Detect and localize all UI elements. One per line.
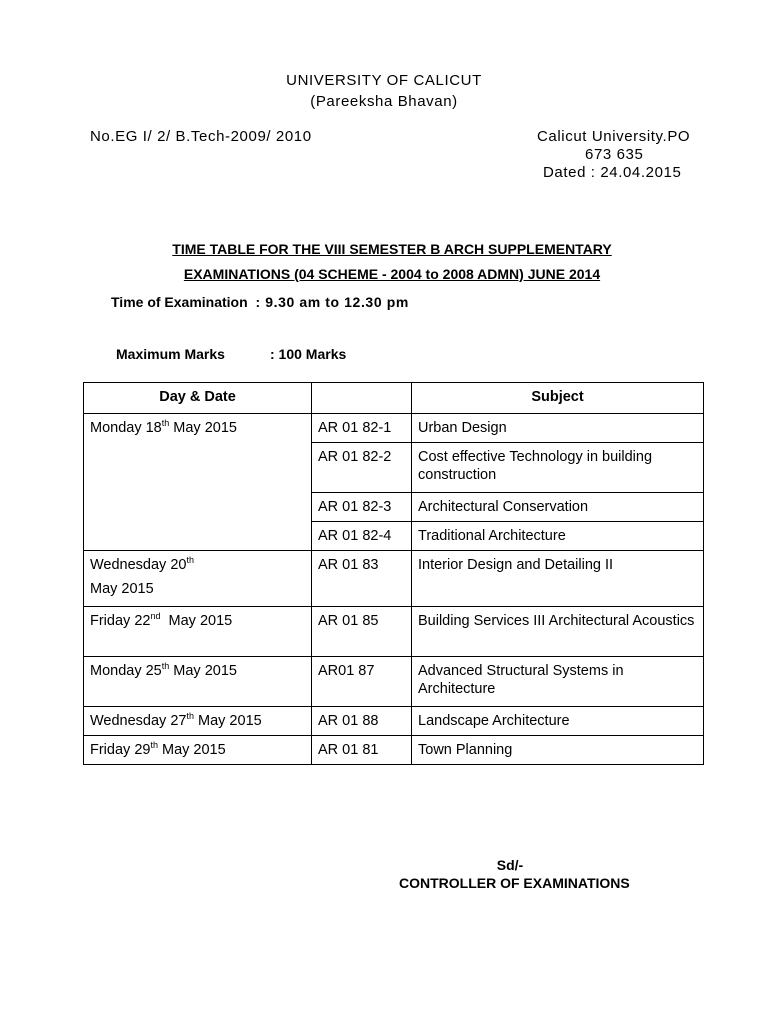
date-text: Monday 18 bbox=[90, 420, 162, 436]
table-header-row bbox=[84, 383, 704, 414]
date-suffix: th bbox=[161, 661, 170, 671]
university-name: UNIVERSITY OF CALICUT bbox=[286, 72, 482, 89]
code-cell: AR 01 81 bbox=[312, 736, 412, 765]
date-suffix: th bbox=[161, 418, 170, 428]
date-month: May 2015 bbox=[193, 713, 262, 729]
reference-number: No.EG I/ 2/ B.Tech-2009/ 2010 bbox=[90, 128, 312, 145]
date-cell bbox=[84, 607, 312, 657]
subject-cell: Building Services III Architectural Acoustics bbox=[412, 607, 704, 657]
subject-cell: Cost effective Technology in building construction bbox=[412, 443, 704, 493]
exam-time-label: Time of Examination bbox=[111, 294, 248, 310]
date-cell bbox=[84, 736, 312, 765]
maximum-marks-value: : 100 Marks bbox=[270, 346, 347, 362]
header-day-date: Day & Date bbox=[84, 383, 312, 414]
timetable bbox=[83, 382, 704, 765]
title-line-1: TIME TABLE FOR THE VIII SEMESTER B ARCH SUPPLEMENTARY bbox=[172, 241, 612, 257]
table-row bbox=[84, 551, 704, 607]
code-cell: AR 01 85 bbox=[312, 607, 412, 657]
subject-cell: Advanced Structural Systems in Architecture bbox=[412, 657, 704, 707]
date-month: May 2015 bbox=[169, 663, 237, 679]
date-suffix: th bbox=[186, 555, 194, 565]
exam-time bbox=[111, 294, 409, 310]
address-line-2: 673 635 bbox=[585, 146, 644, 163]
table-row bbox=[84, 736, 704, 765]
header-subject: Subject bbox=[412, 383, 704, 414]
code-cell: AR 01 82-1 bbox=[312, 414, 412, 443]
code-cell: AR 01 83 bbox=[312, 551, 412, 607]
maximum-marks-label: Maximum Marks bbox=[116, 346, 225, 362]
office-name: (Pareeksha Bhavan) bbox=[310, 93, 458, 110]
date-text: Friday 22 bbox=[90, 613, 151, 629]
controller-title: CONTROLLER OF EXAMINATIONS bbox=[399, 875, 630, 891]
date-month: May 2015 bbox=[160, 613, 233, 629]
date-cell bbox=[84, 707, 312, 736]
date-text: Wednesday 20 bbox=[90, 557, 187, 573]
table-row bbox=[84, 707, 704, 736]
date-month: May 2015 bbox=[157, 742, 226, 758]
subject-cell: Urban Design bbox=[412, 414, 704, 443]
date-month: May 2015 bbox=[90, 581, 154, 597]
address-line-1: Calicut University.PO bbox=[537, 128, 691, 145]
exam-time-value: : 9.30 am to 12.30 pm bbox=[255, 294, 409, 310]
table-row bbox=[84, 414, 704, 443]
date-suffix: th bbox=[186, 711, 194, 721]
subject-cell: Architectural Conservation bbox=[412, 493, 704, 522]
subject-cell: Landscape Architecture bbox=[412, 707, 704, 736]
code-cell: AR01 87 bbox=[312, 657, 412, 707]
code-cell: AR 01 82-4 bbox=[312, 522, 412, 551]
date-suffix: th bbox=[150, 740, 158, 750]
table-row bbox=[84, 607, 704, 657]
title-line-2: EXAMINATIONS (04 SCHEME - 2004 to 2008 ADMN) JUNE 2014 bbox=[183, 266, 601, 282]
subject-cell: Interior Design and Detailing II bbox=[412, 551, 704, 607]
subject-cell: Town Planning bbox=[412, 736, 704, 765]
header-code bbox=[312, 383, 412, 414]
date-cell bbox=[84, 657, 312, 707]
date-cell bbox=[84, 551, 312, 607]
date-cell bbox=[84, 414, 312, 551]
subject-cell: Traditional Architecture bbox=[412, 522, 704, 551]
date-text: Wednesday 27 bbox=[90, 713, 187, 729]
date-text: Monday 25 bbox=[90, 663, 162, 679]
table-row bbox=[84, 657, 704, 707]
date-suffix: nd bbox=[150, 611, 161, 621]
code-cell: AR 01 88 bbox=[312, 707, 412, 736]
signature-sd: Sd/- bbox=[496, 857, 524, 873]
code-cell: AR 01 82-3 bbox=[312, 493, 412, 522]
date-text: Friday 29 bbox=[90, 742, 151, 758]
date-issued: Dated : 24.04.2015 bbox=[543, 164, 682, 181]
code-cell: AR 01 82-2 bbox=[312, 443, 412, 493]
date-month: May 2015 bbox=[169, 420, 237, 436]
